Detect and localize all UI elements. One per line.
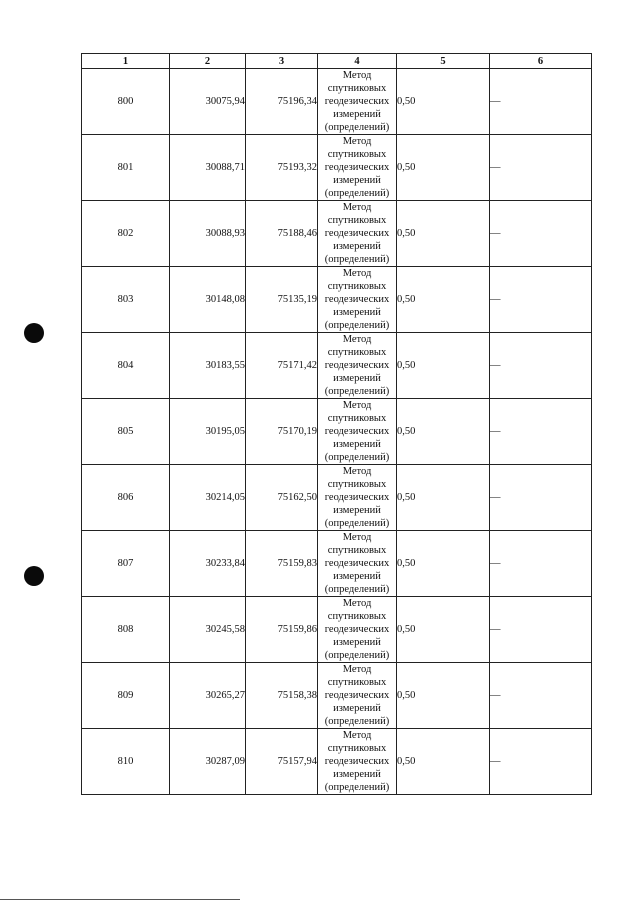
method-text-line: (определений) — [324, 782, 390, 793]
method-text-line: Метод — [342, 664, 372, 675]
method-text-line: спутниковых — [327, 281, 387, 292]
note-cell — [490, 531, 592, 597]
point-number-cell: 809 — [82, 663, 170, 729]
method-cell — [318, 597, 397, 663]
x-coordinate-cell: 30265,27 — [170, 663, 246, 729]
method-text-line: измерений — [333, 373, 381, 384]
method-text-line: измерений — [333, 439, 381, 450]
note-cell — [490, 333, 592, 399]
method-text-line: геодезических — [324, 492, 390, 503]
method-cell — [318, 333, 397, 399]
method-text-line: спутниковых — [327, 611, 387, 622]
note-dash: — — [490, 426, 501, 437]
method-text-line: геодезических — [324, 162, 390, 173]
accuracy-cell: 0,50 — [397, 267, 490, 333]
x-coordinate-cell: 30088,71 — [170, 135, 246, 201]
method-text-line: (определений) — [324, 452, 390, 463]
column-header: 6 — [490, 54, 592, 69]
method-text-line: спутниковых — [327, 347, 387, 358]
method-text-line: геодезических — [324, 756, 390, 767]
method-text-line: (определений) — [324, 716, 390, 727]
method-text-line: геодезических — [324, 558, 390, 569]
point-number-cell: 806 — [82, 465, 170, 531]
note-cell — [490, 597, 592, 663]
accuracy-cell: 0,50 — [397, 333, 490, 399]
y-coordinate-cell: 75193,32 — [246, 135, 318, 201]
x-coordinate-cell: 30214,05 — [170, 465, 246, 531]
method-text-line: измерений — [333, 241, 381, 252]
accuracy-cell: 0,50 — [397, 663, 490, 729]
coordinates-table — [81, 53, 592, 795]
column-header: 1 — [82, 54, 170, 69]
table-body — [82, 69, 592, 795]
accuracy-cell: 0,50 — [397, 597, 490, 663]
method-text-line: измерений — [333, 505, 381, 516]
y-coordinate-cell: 75188,46 — [246, 201, 318, 267]
method-text-line: (определений) — [324, 320, 390, 331]
method-text-line: Метод — [342, 400, 372, 411]
note-dash: — — [490, 162, 501, 173]
column-header: 2 — [170, 54, 246, 69]
method-text-line: спутниковых — [327, 743, 387, 754]
method-text-line: Метод — [342, 202, 372, 213]
method-text-line: спутниковых — [327, 545, 387, 556]
method-text-line: (определений) — [324, 650, 390, 661]
method-text-line: геодезических — [324, 96, 390, 107]
method-cell — [318, 201, 397, 267]
method-text-line: измерений — [333, 307, 381, 318]
note-dash: — — [490, 690, 501, 701]
method-cell — [318, 531, 397, 597]
method-cell — [318, 267, 397, 333]
method-text-line: геодезических — [324, 228, 390, 239]
method-cell — [318, 69, 397, 135]
note-cell — [490, 729, 592, 795]
note-cell — [490, 465, 592, 531]
method-cell — [318, 663, 397, 729]
method-text-line: спутниковых — [327, 83, 387, 94]
method-text-line: Метод — [342, 532, 372, 543]
point-number-cell: 807 — [82, 531, 170, 597]
method-text-line: спутниковых — [327, 479, 387, 490]
accuracy-cell: 0,50 — [397, 399, 490, 465]
method-text-line: измерений — [333, 571, 381, 582]
table-row — [82, 135, 592, 201]
table-row — [82, 663, 592, 729]
method-text-line: (определений) — [324, 518, 390, 529]
point-number-cell: 805 — [82, 399, 170, 465]
accuracy-cell: 0,50 — [397, 69, 490, 135]
method-text-line: спутниковых — [327, 149, 387, 160]
accuracy-cell: 0,50 — [397, 729, 490, 795]
method-text-line: геодезических — [324, 624, 390, 635]
note-dash: — — [490, 360, 501, 371]
punch-hole — [24, 566, 44, 586]
x-coordinate-cell: 30075,94 — [170, 69, 246, 135]
note-cell — [490, 267, 592, 333]
note-dash: — — [490, 492, 501, 503]
x-coordinate-cell: 30088,93 — [170, 201, 246, 267]
note-cell — [490, 201, 592, 267]
note-dash: — — [490, 624, 501, 635]
note-cell — [490, 135, 592, 201]
accuracy-cell: 0,50 — [397, 531, 490, 597]
method-text-line: Метод — [342, 598, 372, 609]
note-cell — [490, 663, 592, 729]
method-text-line: геодезических — [324, 294, 390, 305]
method-text-line: Метод — [342, 466, 372, 477]
method-cell — [318, 399, 397, 465]
table-header-row — [82, 54, 592, 69]
note-dash: — — [490, 96, 501, 107]
column-header: 3 — [246, 54, 318, 69]
x-coordinate-cell: 30195,05 — [170, 399, 246, 465]
x-coordinate-cell: 30183,55 — [170, 333, 246, 399]
table-row — [82, 201, 592, 267]
point-number-cell: 802 — [82, 201, 170, 267]
method-text-line: измерений — [333, 175, 381, 186]
point-number-cell: 808 — [82, 597, 170, 663]
table-row — [82, 267, 592, 333]
accuracy-cell: 0,50 — [397, 135, 490, 201]
method-cell — [318, 729, 397, 795]
note-dash: — — [490, 558, 501, 569]
x-coordinate-cell: 30287,09 — [170, 729, 246, 795]
note-dash: — — [490, 756, 501, 767]
column-header: 4 — [318, 54, 397, 69]
y-coordinate-cell: 75158,38 — [246, 663, 318, 729]
y-coordinate-cell: 75171,42 — [246, 333, 318, 399]
table-row — [82, 531, 592, 597]
y-coordinate-cell: 75170,19 — [246, 399, 318, 465]
table-row — [82, 399, 592, 465]
y-coordinate-cell: 75159,83 — [246, 531, 318, 597]
bottom-rule — [0, 899, 240, 900]
method-cell — [318, 465, 397, 531]
method-text-line: спутниковых — [327, 677, 387, 688]
method-text-line: геодезических — [324, 690, 390, 701]
method-text-line: измерений — [333, 769, 381, 780]
y-coordinate-cell: 75162,50 — [246, 465, 318, 531]
point-number-cell: 801 — [82, 135, 170, 201]
method-text-line: (определений) — [324, 188, 390, 199]
note-dash: — — [490, 294, 501, 305]
note-cell — [490, 399, 592, 465]
method-text-line: Метод — [342, 70, 372, 81]
method-text-line: (определений) — [324, 584, 390, 595]
table-row — [82, 729, 592, 795]
y-coordinate-cell: 75157,94 — [246, 729, 318, 795]
method-cell — [318, 135, 397, 201]
accuracy-cell: 0,50 — [397, 201, 490, 267]
y-coordinate-cell: 75135,19 — [246, 267, 318, 333]
method-text-line: (определений) — [324, 386, 390, 397]
point-number-cell: 804 — [82, 333, 170, 399]
method-text-line: Метод — [342, 334, 372, 345]
x-coordinate-cell: 30233,84 — [170, 531, 246, 597]
method-text-line: (определений) — [324, 254, 390, 265]
table-row — [82, 597, 592, 663]
x-coordinate-cell: 30245,58 — [170, 597, 246, 663]
table-row — [82, 69, 592, 135]
method-text-line: (определений) — [324, 122, 390, 133]
table-row — [82, 465, 592, 531]
method-text-line: измерений — [333, 109, 381, 120]
accuracy-cell: 0,50 — [397, 465, 490, 531]
column-header: 5 — [397, 54, 490, 69]
method-text-line: геодезических — [324, 426, 390, 437]
y-coordinate-cell: 75196,34 — [246, 69, 318, 135]
method-text-line: Метод — [342, 268, 372, 279]
method-text-line: измерений — [333, 703, 381, 714]
y-coordinate-cell: 75159,86 — [246, 597, 318, 663]
method-text-line: Метод — [342, 730, 372, 741]
method-text-line: геодезических — [324, 360, 390, 371]
table-row — [82, 333, 592, 399]
method-text-line: спутниковых — [327, 215, 387, 226]
x-coordinate-cell: 30148,08 — [170, 267, 246, 333]
point-number-cell: 803 — [82, 267, 170, 333]
method-text-line: измерений — [333, 637, 381, 648]
point-number-cell: 810 — [82, 729, 170, 795]
method-text-line: спутниковых — [327, 413, 387, 424]
note-cell — [490, 69, 592, 135]
punch-hole — [24, 323, 44, 343]
note-dash: — — [490, 228, 501, 239]
method-text-line: Метод — [342, 136, 372, 147]
point-number-cell: 800 — [82, 69, 170, 135]
